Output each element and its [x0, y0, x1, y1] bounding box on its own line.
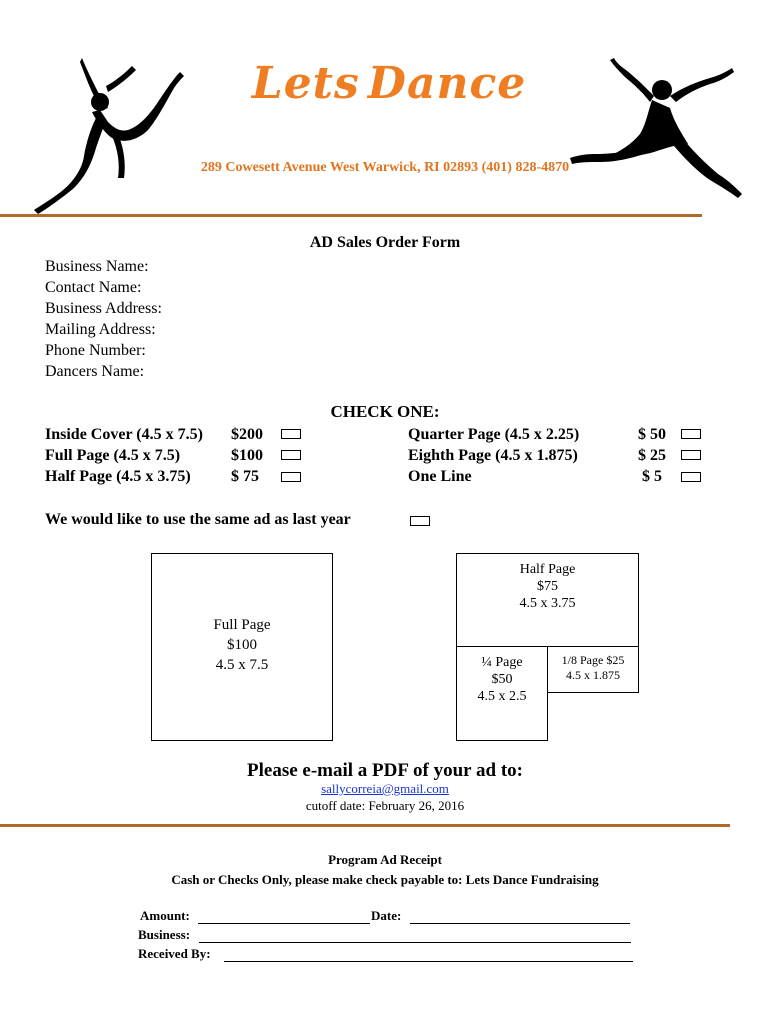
option-label: Inside Cover (4.5 x 7.5)	[45, 426, 203, 443]
studio-address: 289 Cowesett Avenue West Warwick, RI 02893 (401) 828-4870	[200, 160, 570, 175]
option-eighth-price: $ 25	[638, 447, 666, 464]
option-label: Eighth Page (4.5 x 1.875)	[408, 447, 578, 464]
checkbox-half-page[interactable]	[281, 472, 301, 482]
option-label: Full Page (4.5 x 7.5)	[45, 447, 181, 464]
option-full-page	[45, 445, 263, 467]
email-link	[0, 781, 770, 797]
form-title: AD Sales Order Form	[309, 234, 461, 251]
full-page-price: $100	[227, 637, 257, 653]
header-divider	[0, 214, 702, 217]
cutoff-date: cutoff date: February 26, 2016	[305, 798, 465, 813]
option-price: $100	[231, 447, 263, 464]
half-page-size: 4.5 x 3.75	[519, 596, 576, 611]
option-label: Quarter Page (4.5 x 2.25)	[408, 426, 580, 443]
page-title	[0, 58, 770, 109]
field-business-address[interactable]: Business Address:	[45, 300, 162, 317]
amount-label: Amount:	[140, 908, 190, 923]
business-line[interactable]	[199, 942, 631, 943]
diagram-eighth-page-text	[547, 653, 639, 683]
option-half-page	[45, 466, 259, 488]
amount-line[interactable]	[198, 923, 370, 924]
option-label: One Line	[408, 468, 472, 485]
check-one-label: CHECK ONE:	[330, 402, 440, 421]
full-page-size: 4.5 x 7.5	[215, 657, 269, 673]
option-one-line-price: $ 5	[642, 468, 662, 485]
field-phone-number[interactable]: Phone Number:	[45, 342, 146, 359]
received-by-label: Received By:	[138, 946, 211, 961]
option-label: Half Page (4.5 x 3.75)	[45, 468, 191, 485]
title-word-dance: Dance	[367, 58, 527, 109]
option-price: $200	[231, 426, 263, 443]
field-mailing-address[interactable]: Mailing Address:	[45, 321, 156, 338]
email-instruction: Please e-mail a PDF of your ad to:	[247, 760, 523, 781]
receipt-title: Program Ad Receipt	[328, 852, 442, 867]
title-word-lets: Lets	[251, 58, 360, 109]
diagram-full-page-text	[151, 615, 333, 675]
option-eighth-page	[408, 445, 578, 467]
option-inside-cover	[45, 424, 263, 446]
checkbox-inside-cover[interactable]	[281, 429, 301, 439]
field-dancers-name[interactable]: Dancers Name:	[45, 363, 145, 380]
date-label: Date:	[371, 908, 402, 923]
email-address-link[interactable]: sallycorreia@gmail.com	[321, 781, 449, 796]
option-one-line	[408, 466, 472, 488]
field-contact-name[interactable]: Contact Name:	[45, 279, 142, 296]
receipt-subtitle: Cash or Checks Only, please make check payable to: Lets Dance Fundraising	[171, 872, 599, 887]
checkbox-eighth-page[interactable]	[681, 450, 701, 460]
diagram-quarter-page-text	[456, 654, 548, 705]
eighth-page-size: 4.5 x 1.875	[566, 668, 620, 682]
field-business-name[interactable]: Business Name:	[45, 258, 149, 275]
half-page-label: Half Page	[519, 562, 576, 577]
checkbox-quarter-page[interactable]	[681, 429, 701, 439]
half-page-price: $75	[537, 579, 558, 594]
full-page-label: Full Page	[213, 617, 271, 633]
option-price: $ 75	[231, 468, 259, 485]
business-label: Business:	[138, 927, 191, 942]
diagram-half-page-text	[456, 561, 639, 612]
receipt-divider	[0, 824, 730, 827]
eighth-page-label: 1/8 Page $25	[561, 653, 625, 667]
quarter-page-size: 4.5 x 2.5	[477, 689, 527, 704]
received-by-line[interactable]	[224, 961, 633, 962]
date-line[interactable]	[410, 923, 630, 924]
contact-fields	[45, 256, 162, 382]
quarter-page-label: ¼ Page	[481, 655, 523, 670]
same-ad-label: We would like to use the same ad as last year	[45, 511, 351, 528]
checkbox-full-page[interactable]	[281, 450, 301, 460]
option-quarter-price: $ 50	[638, 426, 666, 443]
option-quarter-page	[408, 424, 579, 446]
quarter-page-price: $50	[491, 672, 513, 687]
checkbox-one-line[interactable]	[681, 472, 701, 482]
checkbox-same-ad[interactable]	[410, 516, 430, 526]
